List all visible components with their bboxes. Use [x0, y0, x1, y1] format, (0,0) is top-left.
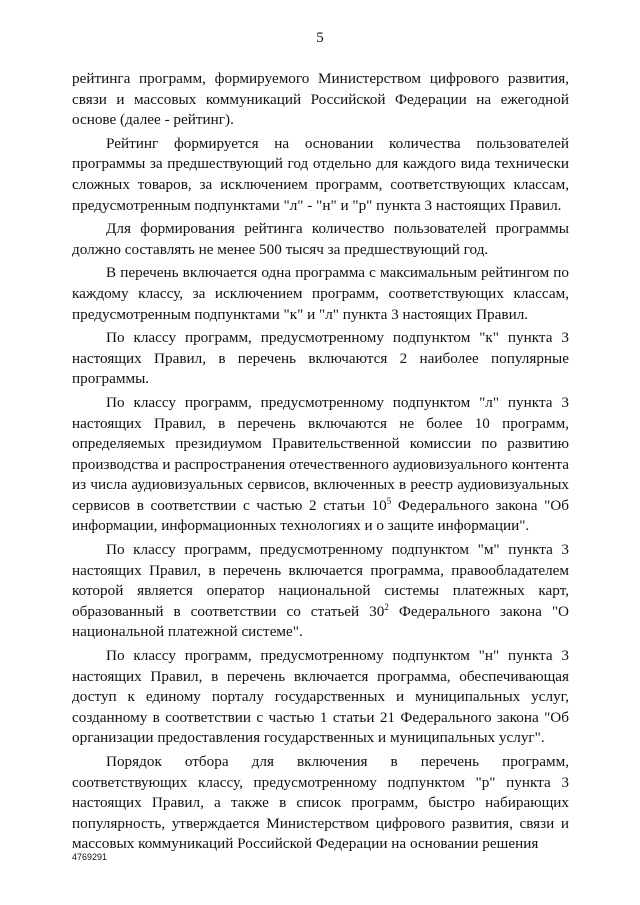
paragraph-6-text-after: Федерального закона "Об информации, информационных технологиях и о защите информации".	[72, 496, 569, 535]
paragraph-7-text-before: По классу программ, предусмотренному подпунктом "м" пункта 3 настоящих Правил, в перечень включается программа, правообладателем которой является оператор национальной системы платежных карт, образованный в соответствии со статьей 30	[72, 541, 569, 620]
page-number: 5	[316, 30, 324, 46]
article-superscript-2: 2	[384, 601, 389, 612]
paragraph-8: По классу программ, предусмотренному подпунктом "н" пункта 3 настоящих Правил, в перечень включается программа, обеспечивающая доступ к единому порталу государственных и муниципальных услуг, созданному в соответствии с частью 1 статьи 21 Федерального закона "Об организации предоставления государственных и муниципальных услуг".	[72, 647, 569, 747]
paragraph-6	[72, 393, 569, 537]
paragraph-5: По классу программ, предусмотренному подпунктом "к" пункта 3 настоящих Правил, в перечень включаются 2 наиболее популярные программы.	[72, 329, 569, 388]
paragraph-7-text-after: Федерального закона "О национальной платежной системе".	[72, 602, 570, 641]
paragraph-4: В перечень включается одна программа с максимальным рейтингом по каждому классу, за исключением программ, соответствующих классам, предусмотренным подпунктами "к" и "л" пункта 3 настоящих Правил.	[72, 264, 569, 323]
paragraph-9: Порядок отбора для включения в перечень программ, соответствующих классу, предусмотренному подпунктом "р" пункта 3 настоящих Правил, а также в список программ, быстро набирающих популярность, утверждается Министерством цифрового развития, связи и массовых коммуникаций Российской Федерации на основании решения	[72, 753, 569, 853]
paragraph-2: Рейтинг формируется на основании количества пользователей программы за предшествующий год отдельно для каждого вида технически сложных товаров, за исключением программ, соответствующих классам, предусмотренным подпунктами "л" - "н" и "р" пункта 3 настоящих Правил.	[72, 134, 569, 214]
paragraph-7	[72, 540, 569, 643]
paragraph-3: Для формирования рейтинга количество пользователей программы должно составлять не менее 500 тысяч за предшествующий год.	[72, 220, 569, 258]
paragraph-6-text-before: По классу программ, предусмотренному подпунктом "л" пункта 3 настоящих Правил, в перечень включаются не более 10 программ, определяемых президиумом Правительственной комиссии по развитию производства и распространения отечественного аудиовизуального контента из числа аудиовизуальных сервисов, включенных в реестр аудиовизуальных сервисов в соответствии с частью 2 статьи 10	[72, 393, 569, 514]
document-body	[72, 69, 569, 858]
paragraph-1: рейтинга программ, формируемого Министерством цифрового развития, связи и массовых коммуникаций Российской Федерации на ежегодной основе (далее - рейтинг).	[72, 70, 569, 129]
document-id: 4769291	[72, 852, 108, 862]
article-superscript-5: 5	[386, 495, 392, 506]
